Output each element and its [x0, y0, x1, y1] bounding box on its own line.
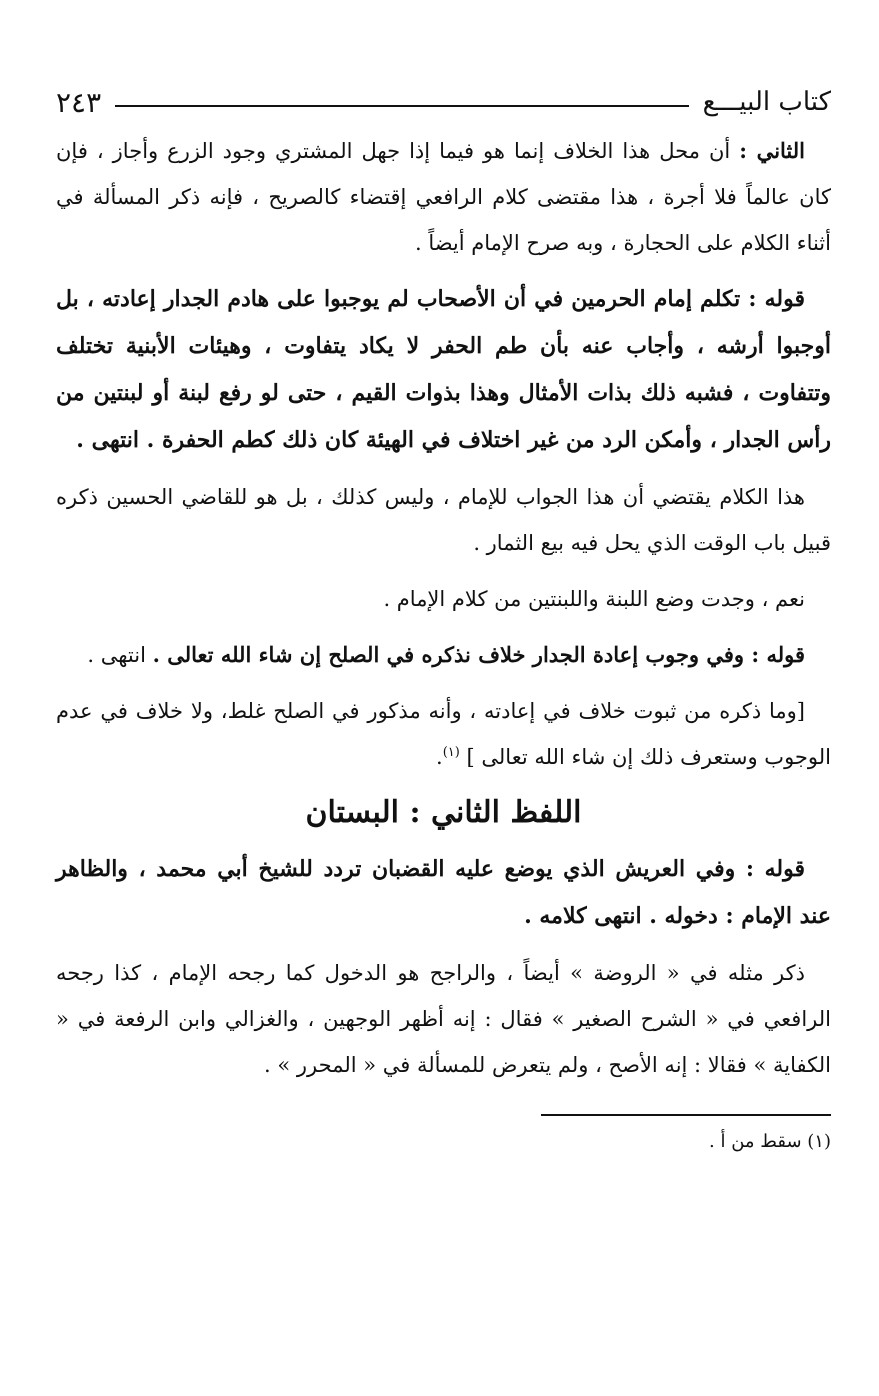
- paragraph-6-text: [وما ذكره من ثبوت خلاف في إعادته ، وأنه مذكور في الصلح غلط، ولا خلاف في عدم الوجوب وستعرف ذلك إن شاء الله تعالى ]: [56, 699, 831, 769]
- paragraph-5: [56, 632, 831, 678]
- section-paragraph-2: [56, 950, 831, 1088]
- paragraph-2-quote: [56, 276, 831, 464]
- footnote-rule: [541, 1114, 831, 1116]
- footnote-reference: (١): [442, 745, 460, 760]
- paragraph-5-text: انتهى .: [87, 643, 153, 667]
- running-header: [56, 82, 831, 122]
- section-paragraph-1-text: قوله : وفي العريش الذي يوضع عليه القضبان تردد للشيخ أبي محمد ، والظاهر عند الإمام : دخوله . انتهى كلامه .: [56, 856, 831, 929]
- page-number: ٢٤٣: [56, 85, 102, 119]
- section-paragraph-2-text: ذكر مثله في « الروضة » أيضاً ، والراجح هو الدخول كما رجحه الإمام ، كذا رجحه الرافعي في « الشرح الصغير » فقال : إنه أظهر الوجهين ، والغزالي وابن الرفعة في « الكفاية » فقالا : إنه الأصح ، ولم يتعرض للمسألة في « المحرر » .: [56, 961, 831, 1077]
- paragraph-3-text: هذا الكلام يقتضي أن هذا الجواب للإمام ، وليس كذلك ، بل هو للقاضي الحسين ذكره قبيل باب الوقت الذي يحل فيه بيع الثمار .: [56, 485, 831, 555]
- paragraph-5-lead: قوله : وفي وجوب إعادة الجدار خلاف نذكره في الصلح إن شاء الله تعالى .: [152, 642, 805, 667]
- paragraph-4: [56, 576, 831, 622]
- book-title: كتاب البيـــع: [702, 87, 831, 117]
- paragraph-4-text: نعم ، وجدت وضع اللبنة واللبنتين من كلام الإمام .: [383, 587, 805, 611]
- paragraph-6: [وما ذكره من ثبوت خلاف في إعادته ، وأنه مذكور في الصلح غلط، ولا خلاف في عدم الوجوب وستعرف ذلك إن شاء الله تعالى ] $^{(١)}$.: [56, 699, 831, 769]
- section-heading: اللفظ الثاني : البستان: [305, 795, 582, 830]
- header-rule: [115, 105, 688, 107]
- paragraph-1-text: أن محل هذا الخلاف إنما هو فيما إذا جهل المشتري وجود الزرع وأجاز ، فإن كان عالماً فلا أجرة ، هذا مقتضى كلام الرافعي إقتضاء كالصريح ، فإنه ذكر المسألة في أثناء الكلام على الحجارة ، وبه صرح الإمام أيضاً .: [56, 139, 831, 255]
- paragraph-1-lead: الثاني :: [739, 138, 806, 163]
- paragraph-3: [56, 474, 831, 566]
- paragraph-2-text: قوله : تكلم إمام الحرمين في أن الأصحاب لم يوجبوا على هادم الجدار إعادته ، بل أوجبوا أرشه ، وأجاب عنه بأن طم الحفر لا يكاد يتفاوت ، وهيئات الأبنية تختلف وتتفاوت ، فشبه ذلك بذات الأمثال وهذا بذوات القيم ، حتى لو رفع لبنة أو لبنتين من رأس الجدار ، وأمكن الرد من غير اختلاف في الهيئة كان ذلك كطم الحفرة . انتهى .: [56, 286, 831, 453]
- section-paragraph-1: [56, 846, 831, 940]
- paragraph-1: [56, 128, 831, 266]
- footnote: (١) سقط من أ .: [709, 1131, 831, 1152]
